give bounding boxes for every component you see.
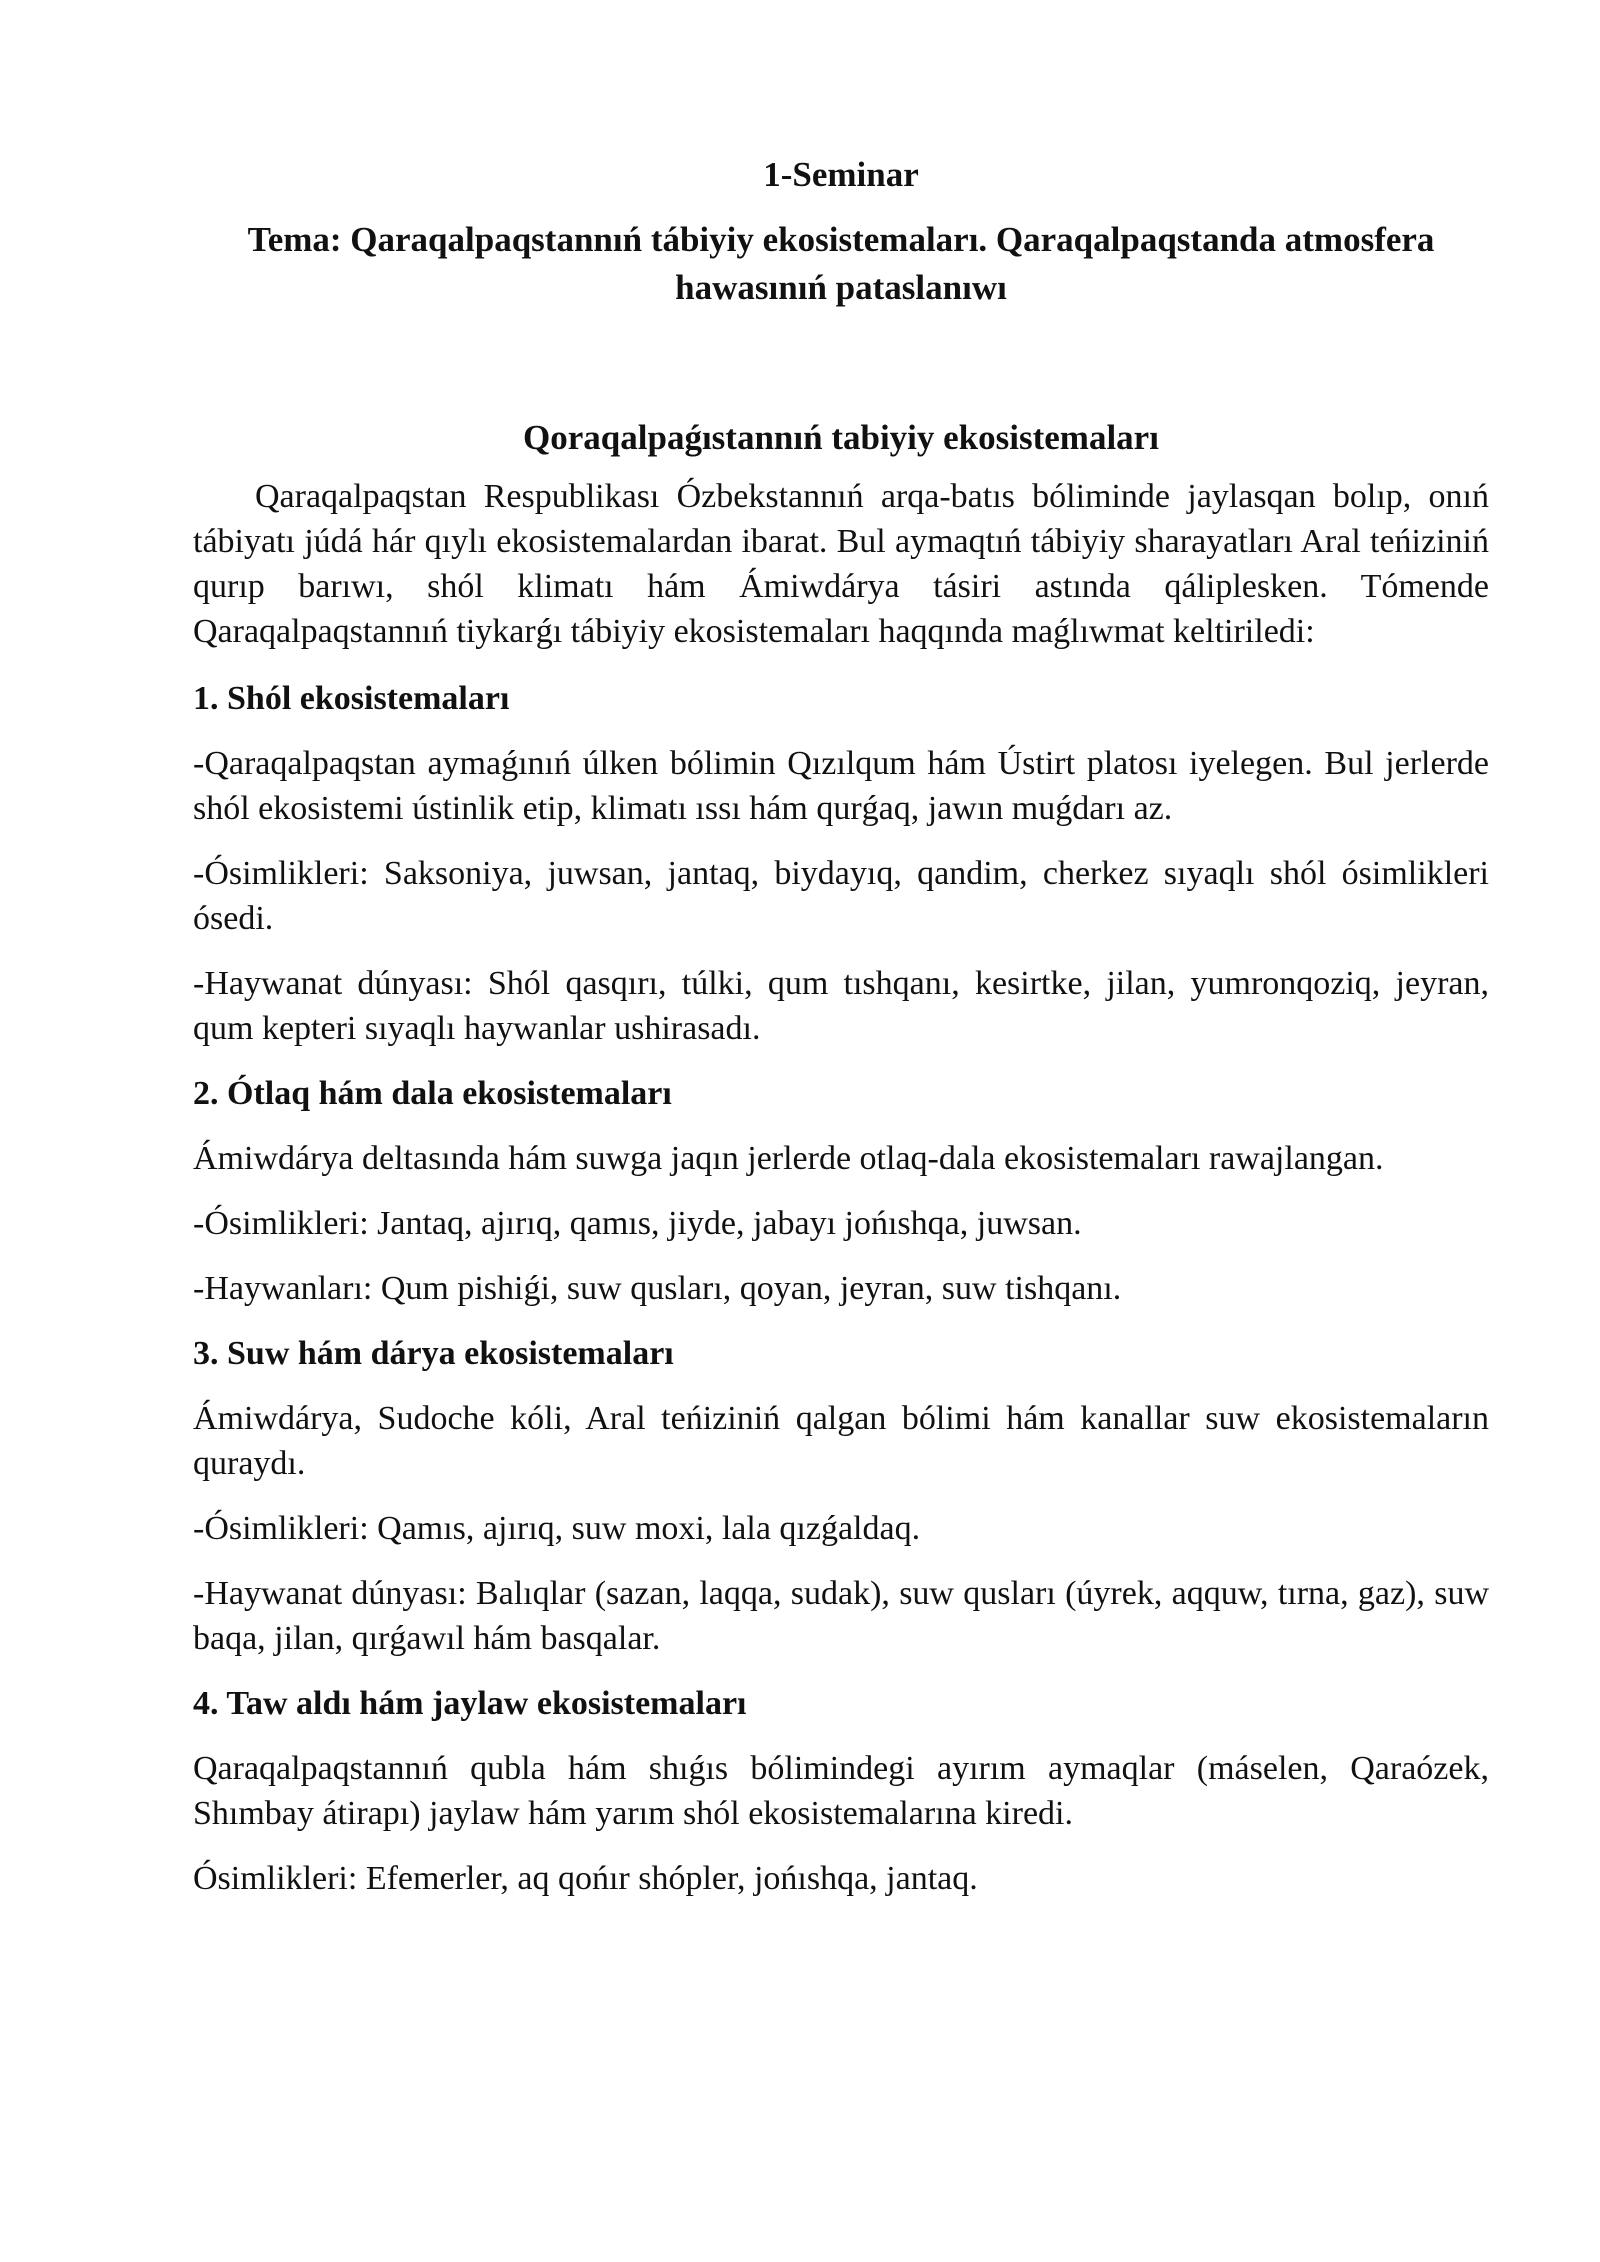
section-heading: 3. Suw hám dárya ekosistemaları	[193, 1335, 674, 1372]
section-paragraph: Qaraqalpaqstannıń qubla hám shıǵıs bólimindegi ayırım aymaqlar (máselen, Qaraózek, Shımbay átirapı) jaylaw hám yarım shól ekosistemalarına kiredi.	[193, 1750, 1489, 1832]
section-paragraph: -Qaraqalpaqstan aymaǵınıń úlken bólimin Qızılqum hám Ústirt platosı iyelegen. Bul jerlerde shól ekosistemi ústinlik etip, klimatı ıssı hám qurǵaq, jawın muǵdarı az.	[193, 745, 1489, 827]
section-paragraph: -Haywanları: Qum pishiǵi, suw qusları, qoyan, jeyran, suw tishqanı.	[193, 1270, 1122, 1307]
section-paragraph: -Ósimlikleri: Qamıs, ajırıq, suw moxi, lala qızǵaldaq.	[193, 1510, 921, 1547]
section-desert	[193, 676, 1489, 1051]
document-page	[193, 150, 1489, 1921]
seminar-title: 1-Seminar	[763, 155, 919, 194]
section-paragraph: Ósimlikleri: Efemerler, aq qońır shópler, jońıshqa, jantaq.	[193, 1860, 978, 1897]
section-meadow	[193, 1071, 1489, 1311]
section-water	[193, 1331, 1489, 1661]
section-title: Qoraqalpaǵıstannıń tabiyiy ekosistemaları	[523, 418, 1159, 457]
section-paragraph: Ámiwdárya, Sudoche kóli, Aral teńiziniń qalgan bólimi hám kanallar suw ekosistemaların quraydı.	[193, 1400, 1489, 1482]
section-heading: 4. Taw aldı hám jaylaw ekosistemaları	[193, 1685, 747, 1722]
section-foothill	[193, 1681, 1489, 1901]
section-heading: 1. Shól ekosistemaları	[193, 680, 510, 717]
section-paragraph: -Ósimlikleri: Jantaq, ajırıq, qamıs, jiyde, jabayı jońıshqa, juwsan.	[193, 1205, 1082, 1242]
section-paragraph: -Ósimlikleri: Saksoniya, juwsan, jantaq, biydayıq, qandim, cherkez sıyaqlı shól ósimlikleri ósedi.	[193, 855, 1489, 937]
section-heading: 2. Ótlaq hám dala ekosistemaları	[193, 1075, 672, 1112]
section-paragraph: -Haywanat dúnyası: Balıqlar (sazan, laqqa, sudak), suw qusları (úyrek, aqquw, tırna, gaz), suw baqa, jilan, qırǵawıl hám basqalar.	[193, 1575, 1489, 1657]
section-paragraph: Ámiwdárya deltasında hám suwga jaqın jerlerde otlaq-dala ekosistemaları rawajlangan.	[193, 1140, 1384, 1177]
section-paragraph: -Haywanat dúnyası: Shól qasqırı, túlki, qum tıshqanı, kesirtke, jilan, yumronqoziq, jeyran, qum kepteri sıyaqlı haywanlar ushirasadı.	[193, 965, 1489, 1047]
intro-paragraph: Qaraqalpaqstan Respublikası Ózbekstannıń arqa-batıs bóliminde jaylasqan bolıp, onıń tábiyatı júdá hár qıylı ekosistemalardan ibarat. Bul aymaqtıń tábiyiy sharayatları Aral teńiziniń qurıp barıwı, shól klimatı hám Ámiwdárya tásiri astında qáliplesken. Tómende Qaraqalpaqstannıń tiykarǵı tábiyiy ekosistemaları haqqında maǵlıwmat keltiriledi:	[193, 478, 1489, 650]
topic-title: Tema: Qaraqalpaqstannıń tábiyiy ekosistemaları. Qaraqalpaqstanda atmosfera hawasınıń pataslanıwı	[247, 220, 1435, 307]
